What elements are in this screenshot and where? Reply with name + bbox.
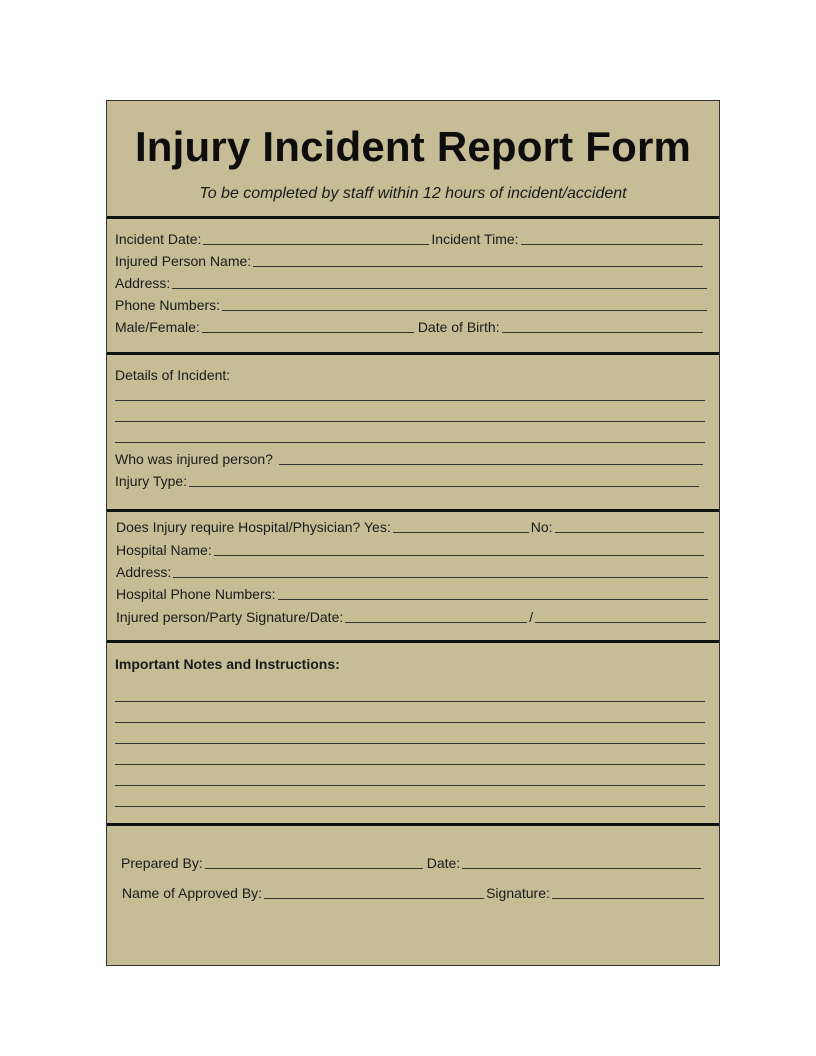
signature-label: Signature: bbox=[486, 885, 550, 901]
hospital-name-label: Hospital Name: bbox=[116, 542, 212, 558]
hospital-address-row bbox=[116, 560, 710, 580]
approved-by-field[interactable] bbox=[264, 884, 484, 899]
address-row bbox=[115, 271, 709, 291]
incident-time-field[interactable] bbox=[521, 230, 703, 245]
prepared-by-field[interactable] bbox=[205, 854, 423, 869]
notes-line[interactable] bbox=[115, 743, 705, 744]
approved-by-row bbox=[122, 881, 706, 901]
notes-line[interactable] bbox=[115, 701, 705, 702]
phone-numbers-row bbox=[115, 293, 709, 313]
section-divider bbox=[107, 823, 719, 826]
phone-numbers-field[interactable] bbox=[222, 296, 707, 311]
who-was-injured-label: Who was injured person? bbox=[115, 451, 273, 467]
notes-line[interactable] bbox=[115, 785, 705, 786]
details-line[interactable] bbox=[115, 442, 705, 443]
details-line[interactable] bbox=[115, 400, 705, 401]
injured-person-name-label: Injured Person Name: bbox=[115, 253, 252, 269]
prepared-date-label: Date: bbox=[426, 855, 461, 871]
form-subtitle: To be completed by staff within 12 hours of incident/accident bbox=[199, 185, 627, 202]
date-of-birth-label: Date of Birth: bbox=[417, 319, 500, 335]
who-was-injured-field[interactable] bbox=[279, 450, 703, 465]
details-of-incident-row bbox=[115, 363, 705, 383]
hospital-address-label: Address: bbox=[116, 564, 172, 580]
signature-field[interactable] bbox=[552, 884, 704, 899]
hospital-yes-field[interactable] bbox=[393, 518, 529, 533]
details-of-incident-label: Details of Incident: bbox=[115, 367, 231, 383]
incident-report-form bbox=[106, 100, 720, 966]
section-divider bbox=[107, 216, 719, 219]
address-field[interactable] bbox=[172, 274, 707, 289]
date-of-birth-field[interactable] bbox=[502, 318, 703, 333]
signature-date-slash: / bbox=[529, 609, 534, 625]
section-divider bbox=[107, 509, 719, 512]
hospital-phone-field[interactable] bbox=[278, 585, 708, 600]
section-divider bbox=[107, 352, 719, 355]
signature-date-row bbox=[116, 605, 708, 625]
hospital-name-row bbox=[116, 538, 706, 558]
hospital-no-label: No: bbox=[530, 519, 553, 535]
notes-line[interactable] bbox=[115, 806, 705, 807]
hospital-required-label: Does Injury require Hospital/Physician? Yes: bbox=[116, 519, 391, 535]
party-signature-field[interactable] bbox=[345, 608, 527, 623]
notes-line[interactable] bbox=[115, 764, 705, 765]
approved-by-label: Name of Approved By: bbox=[122, 885, 263, 901]
incident-date-field[interactable] bbox=[203, 230, 429, 245]
details-line[interactable] bbox=[115, 421, 705, 422]
notes-heading: Important Notes and Instructions: bbox=[115, 656, 340, 672]
incident-date-label: Incident Date: bbox=[115, 231, 202, 247]
hospital-required-row bbox=[116, 515, 706, 535]
hospital-phone-label: Hospital Phone Numbers: bbox=[116, 586, 276, 602]
hospital-phone-row bbox=[116, 582, 710, 602]
prepared-by-row bbox=[121, 851, 703, 871]
notes-heading-row bbox=[115, 652, 705, 672]
male-female-label: Male/Female: bbox=[115, 319, 200, 335]
incident-time-label: Incident Time: bbox=[431, 231, 519, 247]
male-female-field[interactable] bbox=[202, 318, 414, 333]
form-title: Injury Incident Report Form bbox=[134, 123, 692, 170]
who-was-injured-row bbox=[115, 447, 705, 467]
phone-numbers-label: Phone Numbers: bbox=[115, 297, 221, 313]
gender-dob-row bbox=[115, 315, 705, 335]
injury-type-field[interactable] bbox=[189, 472, 699, 487]
signature-date-field[interactable] bbox=[535, 608, 706, 623]
hospital-address-field[interactable] bbox=[173, 563, 708, 578]
notes-line[interactable] bbox=[115, 722, 705, 723]
prepared-date-field[interactable] bbox=[462, 854, 701, 869]
injury-type-row bbox=[115, 469, 701, 489]
hospital-no-field[interactable] bbox=[555, 518, 705, 533]
section-divider bbox=[107, 640, 719, 643]
hospital-name-field[interactable] bbox=[214, 541, 704, 556]
injured-person-name-field[interactable] bbox=[253, 252, 703, 267]
address-label: Address: bbox=[115, 275, 171, 291]
incident-date-time-row bbox=[115, 227, 705, 247]
prepared-by-label: Prepared By: bbox=[121, 855, 203, 871]
injured-person-name-row bbox=[115, 249, 705, 269]
injury-type-label: Injury Type: bbox=[115, 473, 188, 489]
signature-date-label: Injured person/Party Signature/Date: bbox=[116, 609, 344, 625]
